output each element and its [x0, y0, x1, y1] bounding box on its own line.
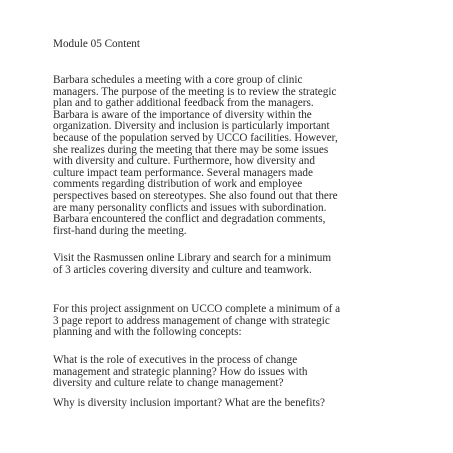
paragraph-scenario: Barbara schedules a meeting with a core group of clinic managers. The purpose of the meeting is to review the strategic plan and to gather additional feedback from the managers. Barbara is aware of the importance of diversity within the organization. Diversity and inclusion is particularly important because of the population served by UCCO facilities. However, she realizes during the meeting that there may be some issues with diversity and culture. Furthermore, how diversity and culture impact team performance. Several managers made comments regarding distribution of work and employee perspectives based on stereotypes. She also found out that there are many personality conflicts and issues with subordination. Barbara encountered the conflict and degradation comments, first-hand during the meeting.	[53, 74, 338, 237]
paragraph-question-diversity: Why is diversity inclusion important? What are the benefits?	[53, 397, 325, 409]
document-body	[53, 38, 409, 409]
paragraph-assignment: For this project assignment on UCCO complete a minimum of a 3 page report to address management of change with strategic planning and with the following concepts:	[53, 303, 341, 339]
document-title: Module 05 Content	[53, 38, 141, 50]
paragraph-library-instructions: Visit the Rasmussen online Library and search for a minimum of 3 articles covering diversity and culture and teamwork.	[53, 252, 332, 276]
paragraph-question-executives: What is the role of executives in the process of change management and strategic planning? How do issues with diversity and culture relate to change management?	[53, 354, 308, 390]
